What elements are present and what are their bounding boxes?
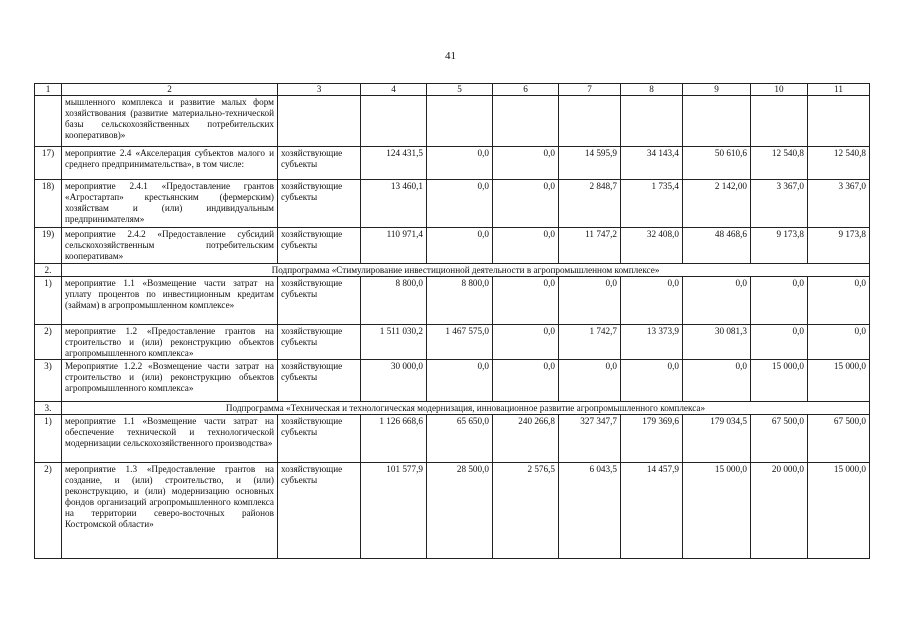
value-cell: 0,0 xyxy=(683,360,751,402)
value-cell: 327 347,7 xyxy=(559,415,621,463)
value-cell: 0,0 xyxy=(683,277,751,325)
executor xyxy=(278,96,361,147)
value-cell: 1 467 575,0 xyxy=(427,325,493,360)
value-cell: 15 000,0 xyxy=(751,360,808,402)
value-cell xyxy=(427,96,493,147)
executor: хозяйствующие субъекты xyxy=(278,147,361,180)
value-cell: 0,0 xyxy=(621,277,683,325)
row-number: 2) xyxy=(35,463,62,559)
header-cell: 1 xyxy=(35,84,62,96)
value-cell: 0,0 xyxy=(493,228,559,264)
value-cell: 8 800,0 xyxy=(361,277,427,325)
value-cell: 28 500,0 xyxy=(427,463,493,559)
value-cell: 0,0 xyxy=(493,360,559,402)
measure-name: мышленного комплекса и развитие малых форм хозяйствования (развитие материально-технической базы сельскохозяйственных потребительских кооперативов)» xyxy=(62,96,278,147)
header-cell: 10 xyxy=(751,84,808,96)
value-cell: 0,0 xyxy=(493,325,559,360)
table-row xyxy=(35,147,870,180)
measure-name: мероприятие 2.4 «Акселерация субъектов малого и среднего предпринимательства», в том числе: xyxy=(62,147,278,180)
value-cell: 0,0 xyxy=(621,360,683,402)
value-cell: 0,0 xyxy=(808,277,870,325)
value-cell: 8 800,0 xyxy=(427,277,493,325)
subprogram-row xyxy=(35,402,870,415)
value-cell: 9 173,8 xyxy=(808,228,870,264)
table-row xyxy=(35,325,870,360)
measure-name: Мероприятие 1.2.2 «Возмещение части затрат на строительство и (или) реконструкцию объектов агропромышленного комплекса» xyxy=(62,360,278,402)
value-cell xyxy=(751,96,808,147)
value-cell: 0,0 xyxy=(559,360,621,402)
header-cell: 4 xyxy=(361,84,427,96)
executor: хозяйствующие субъекты xyxy=(278,415,361,463)
value-cell: 0,0 xyxy=(427,360,493,402)
executor: хозяйствующие субъекты xyxy=(278,463,361,559)
measure-name: мероприятие 1.2 «Предоставление грантов на строительство и (или) реконструкцию объектов агропромышленного комплекса» xyxy=(62,325,278,360)
table-row xyxy=(35,360,870,402)
value-cell: 12 540,8 xyxy=(751,147,808,180)
value-cell: 3 367,0 xyxy=(751,180,808,228)
value-cell: 0,0 xyxy=(493,180,559,228)
value-cell: 50 610,6 xyxy=(683,147,751,180)
table-row xyxy=(35,463,870,559)
value-cell: 0,0 xyxy=(427,147,493,180)
header-cell: 6 xyxy=(493,84,559,96)
value-cell: 14 457,9 xyxy=(621,463,683,559)
value-cell: 30 081,3 xyxy=(683,325,751,360)
subprogram-title: Подпрограмма «Техническая и технологическая модернизация, инновационное развитие агропромышленного комплекса» xyxy=(62,402,870,415)
measure-name: мероприятие 2.4.1 «Предоставление грантов «Агростартап» крестьянским (фермерским) хозяйствам и (или) индивидуальным предпринимателям» xyxy=(62,180,278,228)
value-cell: 0,0 xyxy=(427,180,493,228)
table-row xyxy=(35,96,870,147)
value-cell: 65 650,0 xyxy=(427,415,493,463)
value-cell: 67 500,0 xyxy=(751,415,808,463)
value-cell: 13 460,1 xyxy=(361,180,427,228)
row-number: 1) xyxy=(35,277,62,325)
value-cell: 15 000,0 xyxy=(808,463,870,559)
value-cell: 101 577,9 xyxy=(361,463,427,559)
row-number: 3. xyxy=(35,402,62,415)
subprogram-row xyxy=(35,264,870,277)
value-cell: 179 369,6 xyxy=(621,415,683,463)
row-number: 18) xyxy=(35,180,62,228)
value-cell: 2 848,7 xyxy=(559,180,621,228)
executor: хозяйствующие субъекты xyxy=(278,277,361,325)
header-cell: 5 xyxy=(427,84,493,96)
value-cell: 1 126 668,6 xyxy=(361,415,427,463)
value-cell xyxy=(493,96,559,147)
value-cell xyxy=(683,96,751,147)
row-number: 3) xyxy=(35,360,62,402)
value-cell: 3 367,0 xyxy=(808,180,870,228)
value-cell: 6 043,5 xyxy=(559,463,621,559)
value-cell: 2 142,00 xyxy=(683,180,751,228)
value-cell: 9 173,8 xyxy=(751,228,808,264)
row-number: 2. xyxy=(35,264,62,277)
table-row xyxy=(35,415,870,463)
value-cell: 32 408,0 xyxy=(621,228,683,264)
page-number: 41 xyxy=(445,50,456,62)
value-cell xyxy=(361,96,427,147)
table-row xyxy=(35,228,870,264)
value-cell: 2 576,5 xyxy=(493,463,559,559)
value-cell: 14 595,9 xyxy=(559,147,621,180)
executor: хозяйствующие субъекты xyxy=(278,228,361,264)
value-cell xyxy=(621,96,683,147)
value-cell: 13 373,9 xyxy=(621,325,683,360)
value-cell: 15 000,0 xyxy=(683,463,751,559)
value-cell: 11 747,2 xyxy=(559,228,621,264)
value-cell: 124 431,5 xyxy=(361,147,427,180)
table-row xyxy=(35,277,870,325)
header-cell: 9 xyxy=(683,84,751,96)
value-cell xyxy=(559,96,621,147)
value-cell: 1 511 030,2 xyxy=(361,325,427,360)
value-cell xyxy=(808,96,870,147)
executor: хозяйствующие субъекты xyxy=(278,360,361,402)
measure-name: мероприятие 2.4.2 «Предоставление субсидий сельскохозяйственным потребительским кооперативам» xyxy=(62,228,278,264)
value-cell: 15 000,0 xyxy=(808,360,870,402)
row-number: 2) xyxy=(35,325,62,360)
value-cell: 179 034,5 xyxy=(683,415,751,463)
table-row xyxy=(35,180,870,228)
executor: хозяйствующие субъекты xyxy=(278,325,361,360)
measure-name: мероприятие 1.1 «Возмещение части затрат на обеспечение технической и технологической модернизации сельскохозяйственного производства» xyxy=(62,415,278,463)
row-number: 17) xyxy=(35,147,62,180)
measure-name: мероприятие 1.3 «Предоставление грантов на создание, и (или) строительство, и (или) реконструкцию, и (или) модернизацию основных фондов организаций агропромышленного комплекса на территории северо-восточных районов Костромской области» xyxy=(62,463,278,559)
row-number xyxy=(35,96,62,147)
header-cell: 2 xyxy=(62,84,278,96)
value-cell: 67 500,0 xyxy=(808,415,870,463)
row-number: 1) xyxy=(35,415,62,463)
value-cell: 240 266,8 xyxy=(493,415,559,463)
subprogram-title: Подпрограмма «Стимулирование инвестиционной деятельности в агропромышленном комплексе» xyxy=(62,264,870,277)
program-table xyxy=(34,83,870,559)
value-cell: 0,0 xyxy=(751,325,808,360)
value-cell: 20 000,0 xyxy=(751,463,808,559)
header-cell: 7 xyxy=(559,84,621,96)
value-cell: 48 468,6 xyxy=(683,228,751,264)
measure-name: мероприятие 1.1 «Возмещение части затрат на уплату процентов по инвестиционным кредитам (займам) в агропромышленном комплексе» xyxy=(62,277,278,325)
value-cell: 30 000,0 xyxy=(361,360,427,402)
value-cell: 0,0 xyxy=(808,325,870,360)
value-cell: 0,0 xyxy=(427,228,493,264)
value-cell: 0,0 xyxy=(493,277,559,325)
header-cell: 3 xyxy=(278,84,361,96)
executor: хозяйствующие субъекты xyxy=(278,180,361,228)
row-number: 19) xyxy=(35,228,62,264)
header-cell: 11 xyxy=(808,84,870,96)
value-cell: 110 971,4 xyxy=(361,228,427,264)
value-cell: 0,0 xyxy=(493,147,559,180)
value-cell: 34 143,4 xyxy=(621,147,683,180)
value-cell: 0,0 xyxy=(559,277,621,325)
value-cell: 1 742,7 xyxy=(559,325,621,360)
header-row xyxy=(35,84,870,96)
value-cell: 12 540,8 xyxy=(808,147,870,180)
value-cell: 0,0 xyxy=(751,277,808,325)
value-cell: 1 735,4 xyxy=(621,180,683,228)
header-cell: 8 xyxy=(621,84,683,96)
